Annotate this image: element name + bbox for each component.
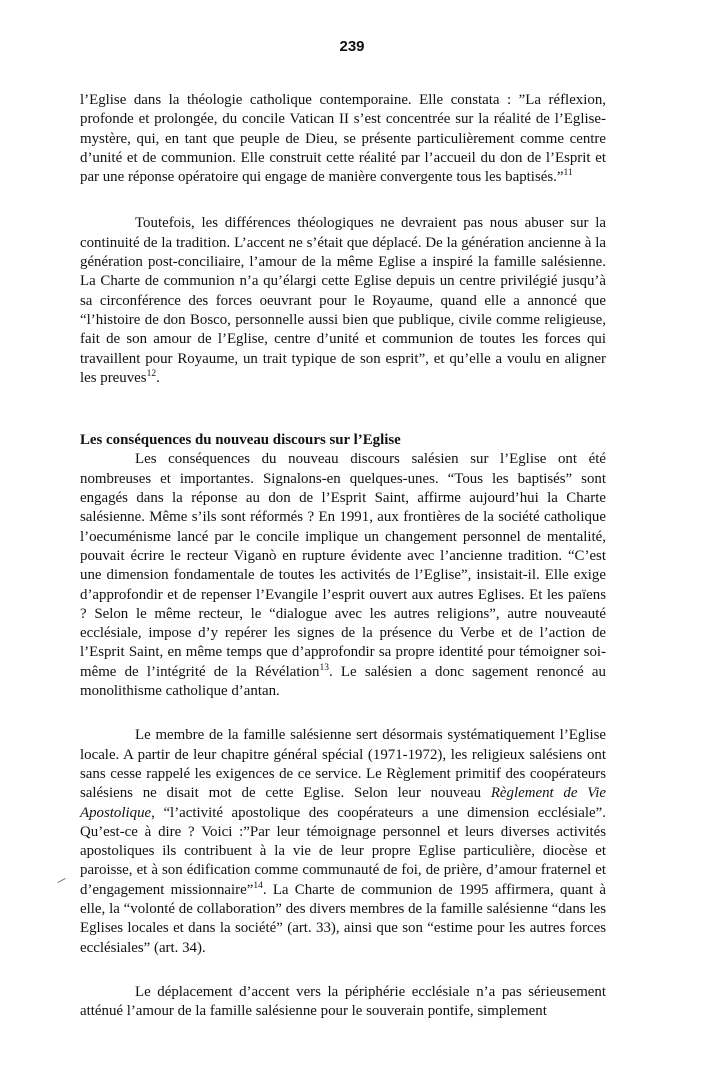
document-body bbox=[80, 91, 606, 1021]
paragraph-pontiff bbox=[80, 983, 606, 1022]
paragraph-text: l’Eglise dans la théologie catholique contemporaine. Elle constata : ”La réflexion, profonde et prolongée, du concile Vatican II s’est concentrée sur la réalité de l’Eglise-mystère, qui, en tant que peuple de Dieu, se présente particulièrement comme centre d’unité et de communion. Elle construit cette réalité par l’accueil du don de l’Esprit et par une réponse opératoire qui engage de manière convergente tous les baptisés.” bbox=[80, 92, 606, 186]
margin-pencil-mark bbox=[57, 878, 65, 883]
footnote-ref-14: 14 bbox=[253, 880, 263, 891]
page-number: 239 bbox=[339, 38, 365, 55]
footnote-ref-12: 12 bbox=[146, 368, 157, 379]
footnote-ref-13: 13 bbox=[319, 662, 329, 673]
paragraph-text: Le déplacement d’accent vers la périphérie ecclésiale n’a pas sérieusement atténué l’amour de la famille salésienne pour le souverain pontife, simplement bbox=[80, 983, 606, 1020]
paragraph-text: Les conséquences du nouveau discours salésien sur l’Eglise ont été nombreuses et importantes. Signalons-en quelques-unes. “Tous les baptisés” sont engagés dans la réponse au don de l’Esprit Saint, affirme aujourd’hui la Charte salésienne. Même s’ils sont réformés ? En 1991, aux frontières de la société catholique l’oecuménisme lancé par le concile implique un changement personnel de mentalité, pouvait écrire le recteur Viganò en rupture évidente avec l’ancienne tradition. “C’est une dimension fondamentale de toutes les activités de l’Eglise”, insistait-il. Elle exige d’approfondir et de repenser l’Evangile l’esprit ouvert aux autres Eglises. Et les païens ? Selon le même recteur, le “dialogue avec les autres religions”, autre nouveauté ecclésiale, impose d’y repérer les signes de la présence du Verbe et de l’action de l’Esprit Saint, en même temps que d’approfondir sa propre identité pour témoigner soi-même de l’intégrité de la Révélation bbox=[80, 451, 606, 680]
section-heading: Les conséquences du nouveau discours sur l’Eglise bbox=[80, 432, 401, 449]
paragraph-local-church: Le membre de la famille salésienne sert désormais systématiquement l’Eglise locale. A partir de leur chapitre général spécial (1971-1972), les religieux salésiens ont sans cesse rappelé les exigences de ce service. Le Règlement primitif des coopérateurs salésiens ne disait mot de cette Eglise. Selon leur nouveau Règlement de Vie Apostolique, “l’activité apostolique des coopérateurs a une dimension ecclésiale”. Qu’est-ce à dire ? Voici :”Par leur témoignage personnel et leurs diverses activités apostoliques ils contribuent à la vie de leur propre Eglise particulière, diocèse et paroisse, et à son édification comme communauté de foi, de prière, d’amour fraternel et d’engagement missionnaire”$^{14}$. La Charte de communion de 1995 affirmera, quant à elle, la “volonté de collaboration” des divers membres de la famille salésienne “dans les Eglises locales et dans la société” (art. 33), ainsi que son “estime pour les autres forces ecclésiales” (art. 34). bbox=[80, 727, 607, 956]
paragraph-continuation bbox=[80, 91, 606, 187]
paragraph-consequences: Les conséquences du nouveau discours salésien sur l’Eglise ont été nombreuses et importantes. Signalons-en quelques-unes. “Tous les baptisés” sont engagés dans la réponse au don de l’Esprit Saint, affirme aujourd’hui la Charte salésienne. Même s’ils sont réformés ? En 1991, aux frontières de la société catholique l’oecuménisme lancé par le concile implique un changement personnel de mentalité, pouvait écrire le recteur Viganò en rupture évidente avec l’ancienne tradition. “C’est une dimension fondamentale de toutes les activités de l’Eglise”, insistait-il. Elle exige d’approfondir et de repenser l’Evangile l’esprit ouvert aux autres Eglises. Et les païens ? Selon le même recteur, le “dialogue avec les autres religions”, autre nouveauté ecclésiale, impose d’y repérer les signes de la présence du Verbe et de l’action de l’Esprit Saint, en même temps que d’approfondir sa propre identité pour témoigner soi-même de l’intégrité de la Révélation$^{13}$. Le salésien a donc sagement renoncé au monolithisme catholique d’antan. bbox=[80, 451, 606, 700]
italic-title: Règlement de Vie Apostolique bbox=[80, 785, 607, 821]
paragraph-text: Toutefois, les différences théologiques ne devraient pas nous abuser sur la continuité de la tradition. L’accent ne s’était que déplacé. De la génération ancienne à la génération post-conciliaire, l’amour de la même Eglise a inspiré la famille salésienne. La Charte de communion n’a qu’élargi cette Eglise depuis un centre privilégié jusqu’à sa circonférence des forces oeuvrant pour le Royaume, quand elle a annoncé que “l’histoire de don Bosco, personnelle aussi bien que publique, civile comme religieuse, fait de son amour de l’Eglise, centre d’unité et communion de toutes les forces qui travaillent pour Royaume, un trait typique de son esprit”, et qu’elle a voulu en aligner les preuves bbox=[80, 215, 606, 386]
footnote-ref-11: 11 bbox=[563, 168, 573, 179]
paragraph-continuity: Toutefois, les différences théologiques ne devraient pas nous abuser sur la continuité de la tradition. L’accent ne s’était que déplacé. De la génération ancienne à la génération post-conciliaire, l’amour de la même Eglise a inspiré la famille salésienne. La Charte de communion n’a qu’élargi cette Eglise depuis un centre privilégié jusqu’à sa circonférence des forces oeuvrant pour le Royaume, quand elle a annoncé que “l’histoire de don Bosco, personnelle aussi bien que publique, civile comme religieuse, fait de son amour de l’Eglise, centre d’unité et communion de toutes les forces qui travaillent pour Royaume, un trait typique de son esprit”, et qu’elle a voulu en aligner les preuves$^{12}$. bbox=[80, 215, 606, 386]
